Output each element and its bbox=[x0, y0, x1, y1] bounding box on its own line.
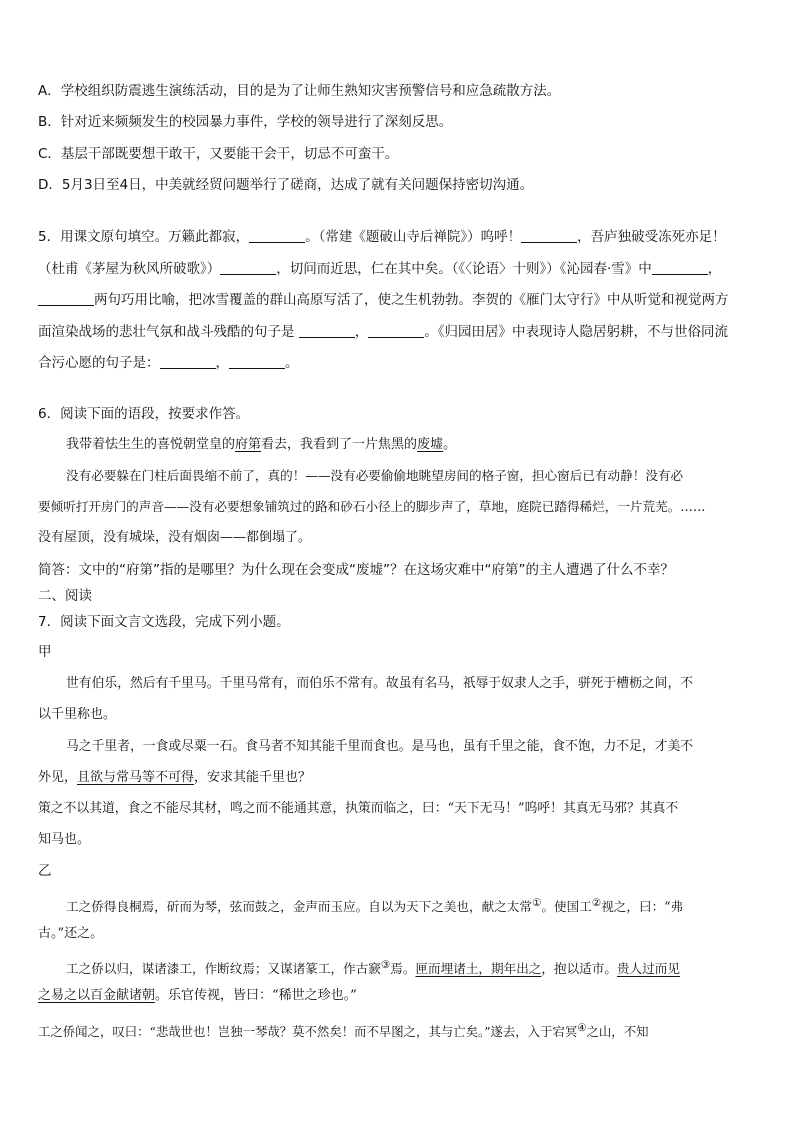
answer-blank[interactable] bbox=[299, 323, 355, 338]
q6-paragraph-2-line-3: 没有屋顶，没有城垛，没有烟囱——都倒塌了。 bbox=[38, 530, 312, 545]
q5-line-4: 面渲染战场的悲壮气氛和战斗残酷的句子是 ， 。《归园田居》中表现诗人隐居躬耕，不与世俗同流 bbox=[38, 324, 729, 340]
footnote-marker: ② bbox=[591, 897, 602, 909]
underlined-sentence: 贵人过而见 bbox=[616, 961, 680, 977]
footnote-marker: ④ bbox=[577, 1022, 587, 1034]
jia-paragraph-3-line-2: 知马也。 bbox=[38, 832, 91, 847]
q4-option-a: A．学校组织防震逃生演练活动，目的是为了让师生熟知灾害预警信号和应急疏散方法。 bbox=[38, 83, 561, 99]
q4-option-c: C．基层干部既要想干敢干，又要能干会干，切忌不可蛮干。 bbox=[38, 146, 399, 162]
jia-paragraph-1-line-2: 以千里称也。 bbox=[38, 707, 117, 722]
q7-title: 7．阅读下面文言文选段，完成下列小题。 bbox=[38, 614, 290, 630]
answer-blank[interactable] bbox=[38, 291, 94, 306]
q6-paragraph-2-line-1: 没有必要躲在门柱后面畏缩不前了，真的！——没有必要偷偷地眺望房间的格子窗，担心窗后已有动静！没有必 bbox=[66, 468, 684, 483]
answer-blank[interactable] bbox=[521, 228, 577, 243]
underlined-sentence: 匣而埋诸土，期年出之 bbox=[415, 961, 542, 977]
passage-label-jia: 甲 bbox=[38, 644, 52, 660]
passage-label-yi: 乙 bbox=[38, 863, 52, 879]
q4-option-d: D．5月3日至4日，中美就经贸问题举行了磋商，达成了就有关问题保持密切沟通。 bbox=[38, 177, 534, 193]
yi-paragraph-1-line-2: 古。”还之。 bbox=[38, 926, 104, 941]
footnote-marker: ① bbox=[531, 897, 542, 909]
yi-paragraph-2-line-2: 之易之以百金献诸朝。乐官传视，皆曰：“稀世之珍也。” bbox=[38, 988, 357, 1003]
jia-paragraph-1-line-1: 世有伯乐，然后有千里马。千里马常有，而伯乐不常有。故虽有名马，祇辱于奴隶人之手，骈死于槽枥之间，不 bbox=[66, 676, 694, 691]
jia-paragraph-3-line-1: 策之不以其道，食之不能尽其材，鸣之而不能通其意，执策而临之，曰：“天下无马！”呜呼！其真无马邪？其真不 bbox=[38, 801, 679, 816]
yi-paragraph-1-line-1: 工之侨得良桐焉，斫而为琴，弦而鼓之，金声而玉应。自以为天下之美也，献之太常①。使国工②视之，曰：“弗 bbox=[66, 897, 684, 915]
yi-paragraph-3-line-1: 工之侨闻之，叹曰：“悲哉世也！岂独一琴哉？莫不然矣！而不早图之，其与亡矣。”遂去，入于宕冥④之山，不知 bbox=[38, 1022, 649, 1040]
answer-blank[interactable] bbox=[368, 323, 424, 338]
underlined-sentence: 之易之以百金献诸朝 bbox=[38, 988, 156, 1003]
answer-blank[interactable] bbox=[652, 260, 708, 275]
q5-line-5: 合污心愿的句子是： ， 。 bbox=[38, 355, 299, 371]
jia-paragraph-2-line-2: 外见，且欲与常马等不可得，安求其能千里也？ bbox=[38, 770, 312, 785]
answer-blank[interactable] bbox=[229, 354, 285, 369]
underlined-term: 府第 bbox=[235, 437, 262, 452]
yi-paragraph-2-line-1: 工之侨以归，谋诸漆工，作断纹焉；又谋诸篆工，作古窾③焉。匣而埋诸土，期年出之，抱以适市。贵人过而见 bbox=[66, 959, 680, 977]
footnote-marker: ③ bbox=[380, 959, 391, 971]
answer-blank[interactable] bbox=[249, 228, 305, 243]
underlined-sentence: 且欲与常马等不可得 bbox=[77, 770, 195, 785]
jia-paragraph-2-line-1: 马之千里者，一食或尽粟一石。食马者不知其能千里而食也。是马也，虽有千里之能，食不饱，力不足，才美不 bbox=[66, 739, 694, 754]
q5-line-1: 5．用课文原句填空。万籁此都寂， 。（常建《题破山寺后禅院》）呜呼！ ，吾庐独破受冻死亦足！ bbox=[38, 229, 726, 245]
q6-paragraph-2-line-2: 要倾听打开房门的声音——没有必要想象铺筑过的路和砂石小径上的脚步声了，草地，庭院已踏得稀烂，一片荒芜。…… bbox=[38, 499, 706, 514]
q6-title: 6．阅读下面的语段，按要求作答。 bbox=[38, 406, 250, 422]
q6-question: 简答：文中的“府第”指的是哪里？为什么现在会变成“废墟”？在这场灾难中“府第”的主人遭遇了什么不幸？ bbox=[38, 562, 674, 578]
answer-blank[interactable] bbox=[220, 260, 276, 275]
answer-blank[interactable] bbox=[160, 354, 216, 369]
q6-paragraph-1: 我带着怯生生的喜悦朝堂皇的府第看去，我看到了一片焦黑的废墟。 bbox=[66, 437, 457, 452]
underlined-term: 废墟 bbox=[417, 437, 444, 452]
q4-option-b: B．针对近来频频发生的校园暴力事件，学校的领导进行了深刻反思。 bbox=[38, 114, 453, 130]
section-heading: 二、阅读 bbox=[38, 588, 92, 604]
q5-line-2: （杜甫《茅屋为秋风所破歌》） ，切问而近思，仁在其中矣。（《〈论语〉十则》）《沁园春·雪》中 ， bbox=[38, 261, 722, 277]
q5-line-3: 两句巧用比喻，把冰雪覆盖的群山高原写活了，使之生机勃勃。李贺的《雁门太守行》中从听觉和视觉两方 bbox=[38, 290, 762, 310]
